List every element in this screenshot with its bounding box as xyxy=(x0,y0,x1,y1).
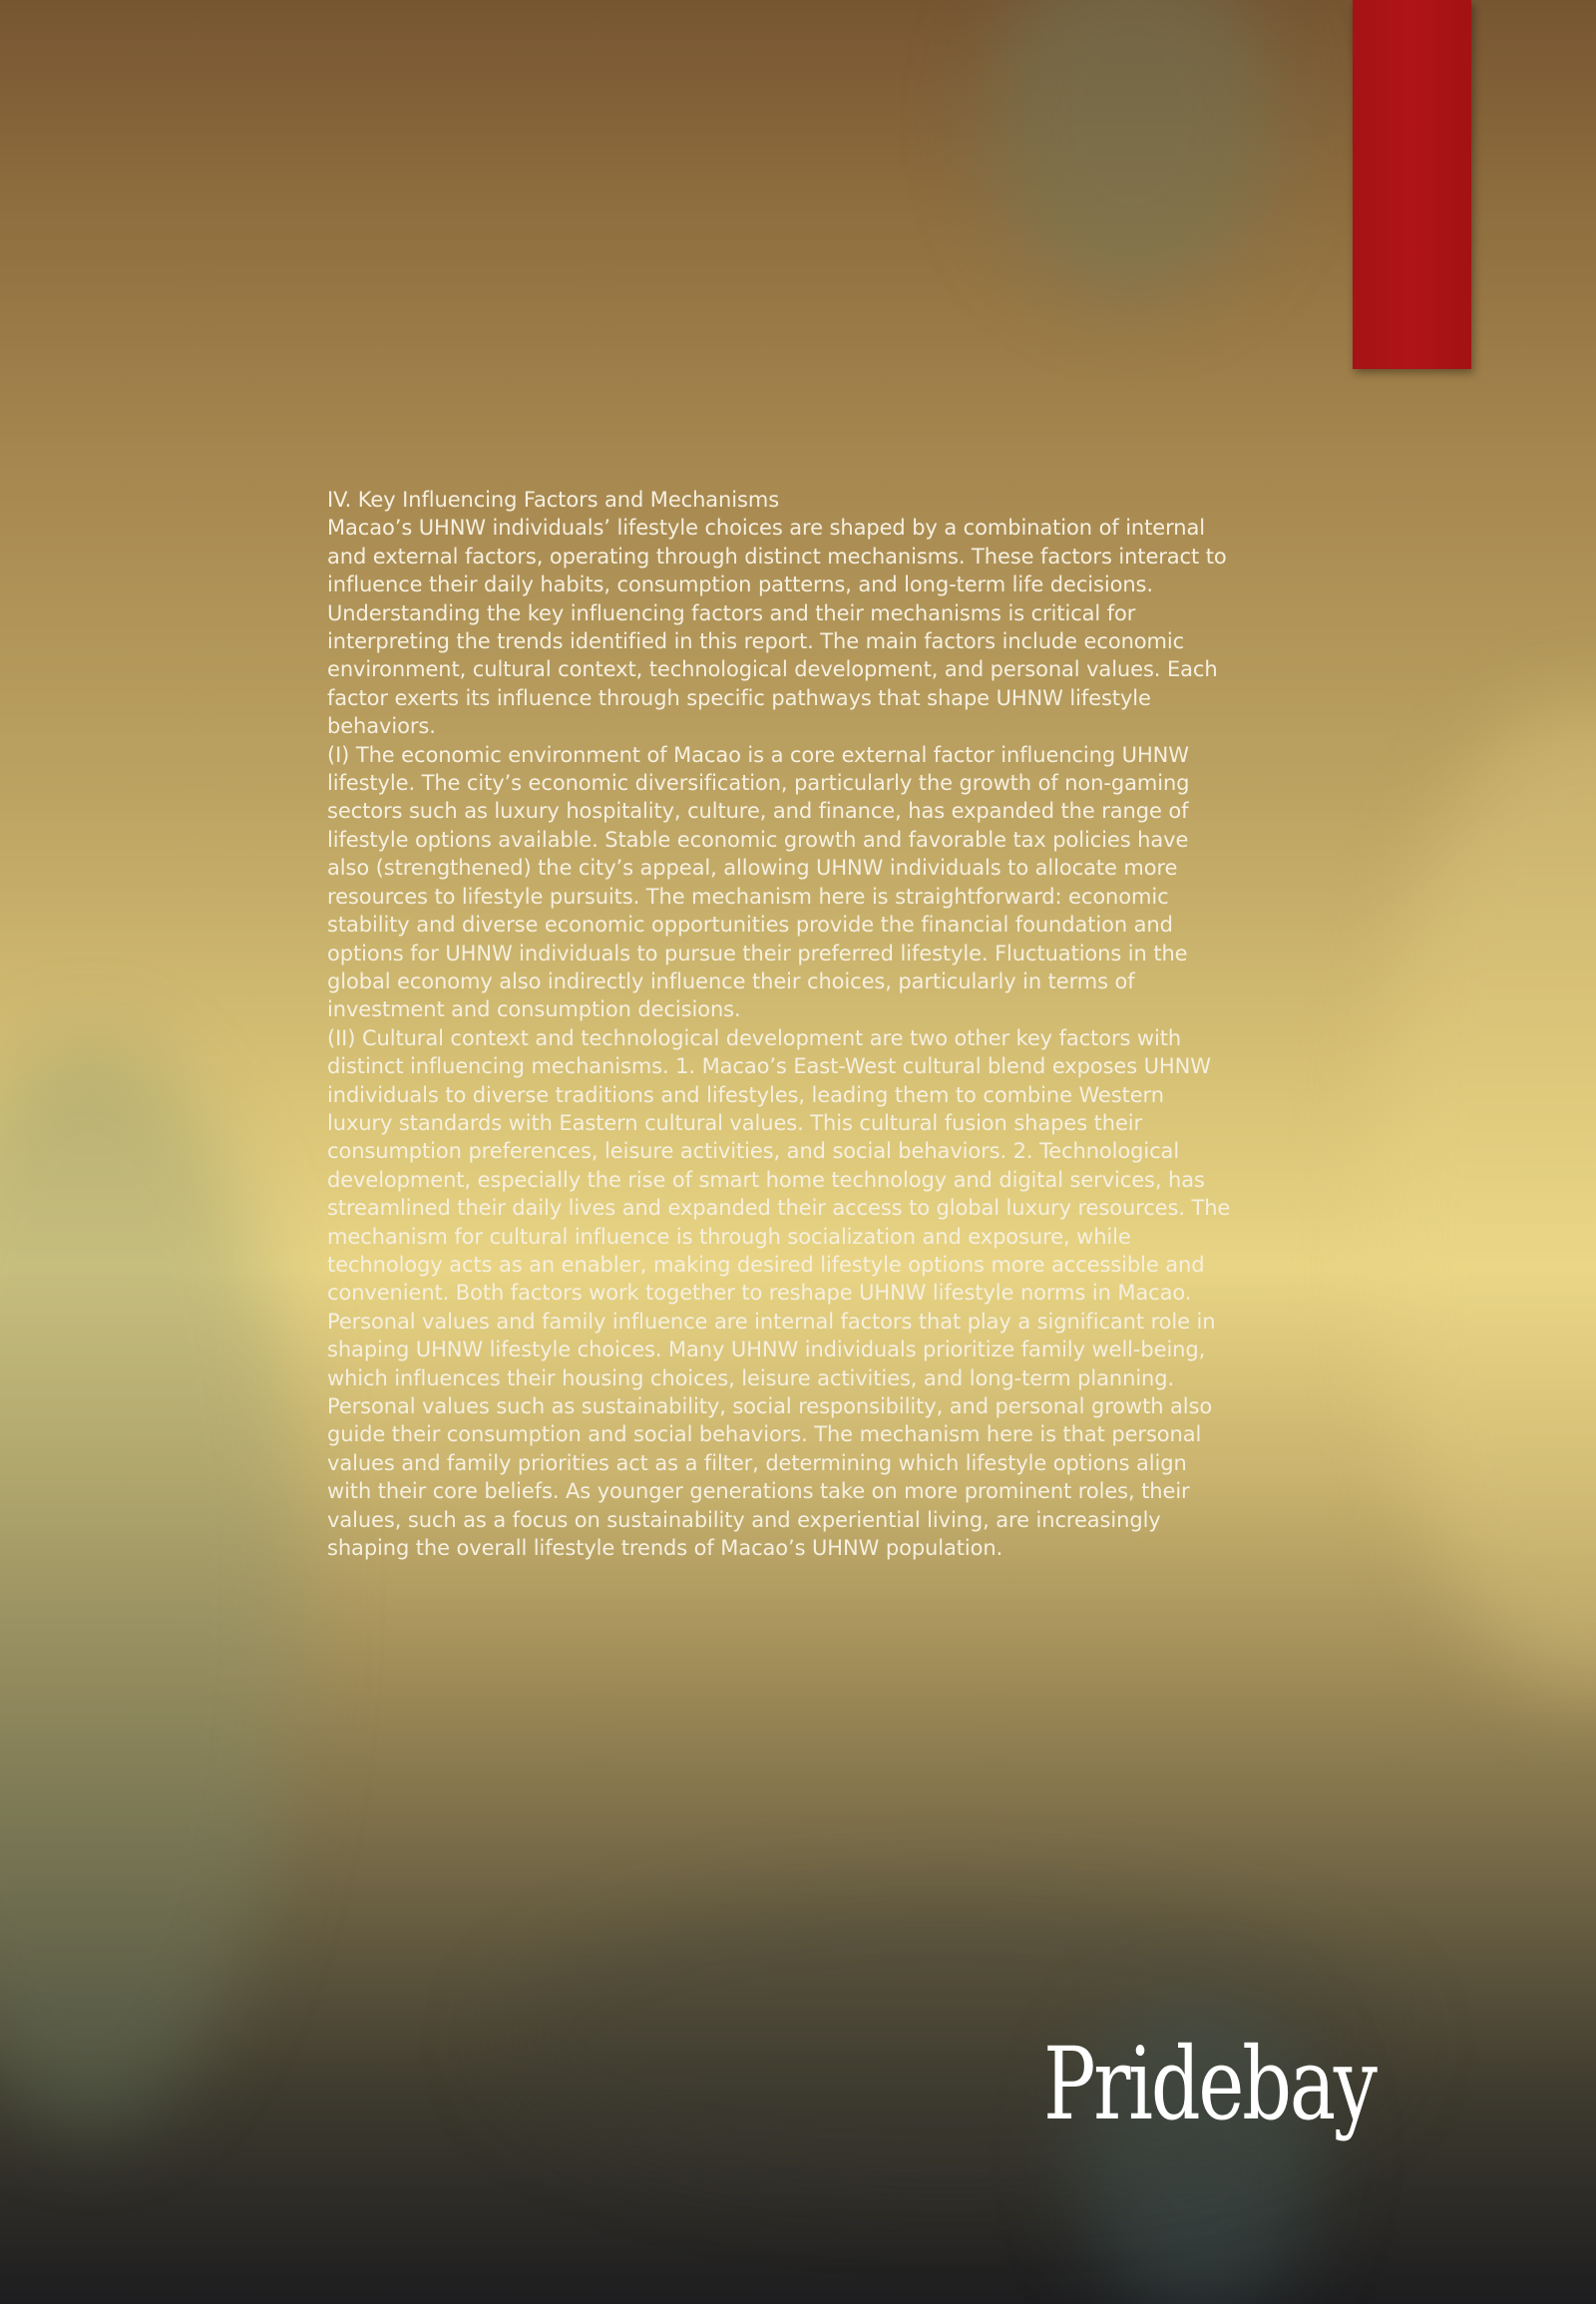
economic-paragraph: (I) The economic environment of Macao is a core external factor influencing UHNW lifestyle. The city’s economic diversification, particularly the growth of non-gaming sectors such as luxury hospitality, culture, and finance, has expanded the range of lifestyle options available. Stable economic growth and favorable tax policies have also (strengthened) the city’s appeal, allowing UHNW individuals to allocate more resources to lifestyle pursuits. The mechanism here is straightforward: economic stability and diverse economic opportunities provide the financial foundation and options for UHNW individuals to pursue their preferred lifestyle. Fluctuations in the global economy also indirectly influence their choices, particularly in terms of investment and consumption decisions. xyxy=(327,742,1190,1022)
intro-paragraph: Macao’s UHNW individuals’ lifestyle choices are shaped by a combination of internal and external factors, operating through distinct mechanisms. These factors interact to influence their daily habits, consumption patterns, and long-term life decisions. Understanding the key influencing factors and their mechanisms is critical for interpreting the trends identified in this report. The main factors include economic environment, cultural context, technological development, and personal values. Each factor exerts its influence through specific pathways that shape UHNW lifestyle behaviors. xyxy=(327,516,1227,739)
background-glow xyxy=(988,0,1277,299)
section-heading: IV. Key Influencing Factors and Mechanisms xyxy=(327,488,780,512)
document-body xyxy=(327,486,1235,1562)
background-glow xyxy=(0,1037,299,2134)
cultural-technological-paragraph: (II) Cultural context and technological development are two other key factors with distinct influencing mechanisms. 1. Macao’s East-West cultural blend exposes UHNW individuals to diverse traditions and lifestyles, leading them to combine Western luxury standards with Eastern cultural values. This cultural fusion shapes their consumption preferences, leisure activities, and social behaviors. 2. Technological development, especially the rise of smart home technology and digital services, has streamlined their daily lives and expanded their access to global luxury resources. The mechanism for cultural influence is through socialization and exposure, while technology acts as an enabler, making desired lifestyle options more accessible and convenient. Both factors work together to reshape UHNW lifestyle norms in Macao. xyxy=(327,1025,1231,1306)
brand-wordmark: Pridebay xyxy=(1043,2026,1376,2142)
red-bookmark-ribbon xyxy=(1353,0,1471,369)
personal-values-paragraph: Personal values and family influence are internal factors that play a significant role in shaping UHNW lifestyle choices. Many UHNW individuals prioritize family well-being, which influences their housing choices, leisure activities, and long-term planning. Personal values such as sustainability, social responsibility, and personal growth also guide their consumption and social behaviors. The mechanism here is that personal values and family priorities act as a filter, determining which lifestyle options align with their core beliefs. As younger generations take on more prominent roles, their values, such as a focus on sustainability and experiential living, are increasingly shaping the overall lifestyle trends of Macao’s UHNW population. xyxy=(327,1309,1216,1561)
background-glow xyxy=(1377,698,1596,1696)
